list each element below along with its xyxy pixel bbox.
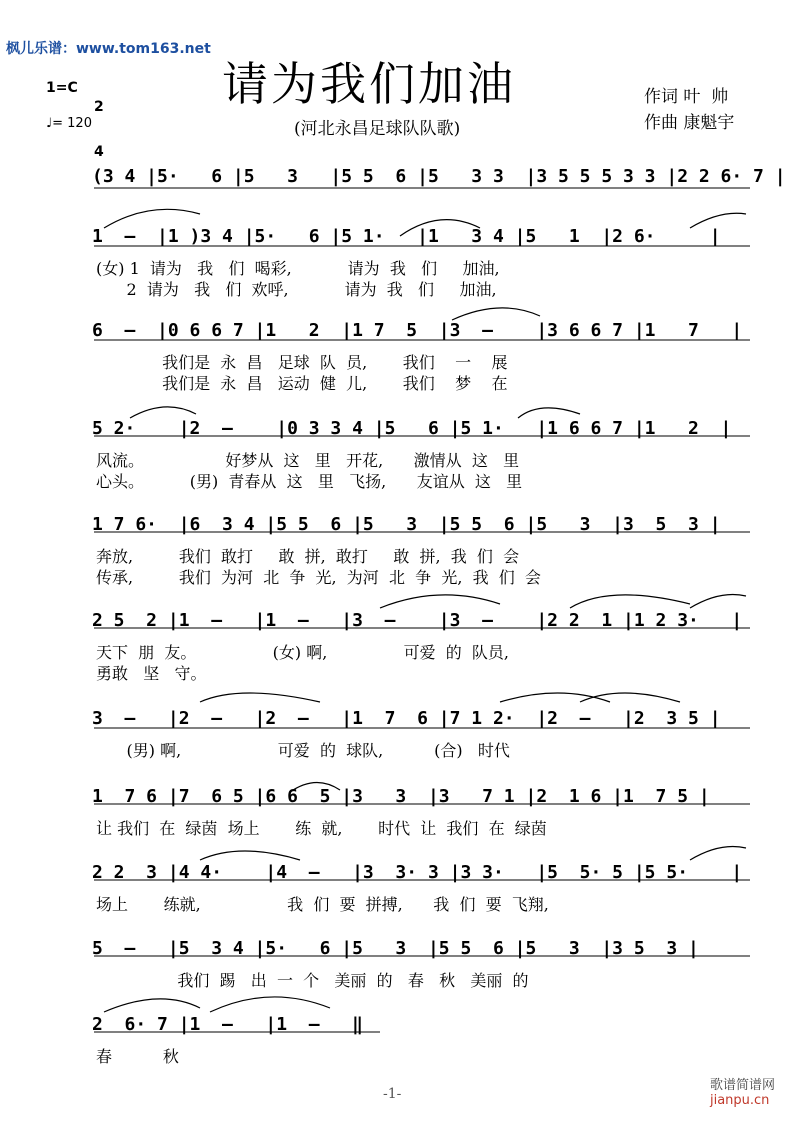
lyric-line: (男) 啊, 可爱 的 球队, (合) 时代 [96,741,510,760]
notation-line: 2 6· 7 |1 – |1 – ‖ [92,1014,363,1035]
lyric-line: 我们是 永 昌 运动 健 儿, 我们 梦 在 [96,374,508,393]
notation-line: 1 7 6· |6 3 4 |5 5 6 |5 3 |5 5 6 |5 3 |3 5 3 | [92,514,721,535]
slur [200,851,300,860]
slur [690,595,746,609]
lyricist-credit: 作词 叶 帅 [644,87,729,107]
slur [380,595,500,608]
lyric-line: 心头。 (男) 青春从 这 里 飞扬, 友谊从 这 里 [96,472,523,491]
meter-bottom: 4 [94,144,104,160]
watermark-bottom-site: jianpu.cn [709,1093,770,1108]
lyric-line: 我们 踢 出 一 个 美丽 的 春 秋 美丽 的 [96,971,529,990]
song-subtitle: (河北永昌足球队队歌) [294,119,461,139]
notation-line: 1 – |1 )3 4 |5· 6 |5 1· |1 3 4 |5 1 |2 6· | [92,226,721,247]
slur [210,997,330,1012]
notation-line: 1 7 6 |7 6 5 |6 6 5 |3 3 |3 7 1 |2 1 6 |1 7 5 | [92,786,710,807]
notation-line: 5 2· |2 – |0 3 3 4 |5 6 |5 1· |1 6 6 7 |1 2 | [92,418,732,439]
notation-line: 5 – |5 3 4 |5· 6 |5 3 |5 5 6 |5 3 |3 5 3 | [92,938,699,959]
key-signature: 1=C [46,80,78,96]
lyric-line: 奔放, 我们 敢打 敢 拼, 敢打 敢 拼, 我 们 会 [96,547,520,566]
notation-line: (3 4 |5· 6 |5 3 |5 5 6 |5 3 3 |3 5 5 5 3 3 |2 2 6· 7 | [92,166,786,187]
lyric-line: 2 请为 我 们 欢呼, 请为 我 们 加油, [96,280,497,299]
lyric-line: 风流。 好梦从 这 里 开花, 激情从 这 里 [96,451,520,470]
lyric-line: 让 我们 在 绿茵 场上 练 就, 时代 让 我们 在 绿茵 [96,819,547,838]
slur [690,847,746,861]
lyric-line: 场上 练就, 我 们 要 拼搏, 我 们 要 飞翔, [96,895,549,914]
lyric-line: 传承, 我们 为河 北 争 光, 为河 北 争 光, 我 们 会 [96,568,541,587]
slur [130,407,196,418]
page-number: -1- [383,1086,402,1102]
slur [104,999,200,1012]
tempo-mark: ♩= 120 [46,116,92,131]
lyric-line: 勇敢 坚 守。 [96,664,207,683]
lyric-line: 我们是 永 昌 足球 队 员, 我们 一 展 [96,353,508,372]
notation-line: 6 – |0 6 6 7 |1 2 |1 7 5 |3 – |3 6 6 7 |1 7 | [92,320,743,341]
song-title: 请为我们加油 [222,57,516,111]
watermark-bottom [702,1059,775,1108]
slur [452,308,540,320]
watermark-top: 枫儿乐谱：www.tom163.net [6,41,211,57]
lyric-line: (女) 1 请为 我 们 喝彩, 请为 我 们 加油, [96,259,500,278]
slur [518,408,580,418]
composer-credit: 作曲 康魁宇 [644,113,735,133]
slur [570,595,690,608]
slur [200,693,320,702]
notation-line: 2 5 2 |1 – |1 – |3 – |3 – |2 2 1 |1 2 3· | [92,610,743,631]
lyric-line: 天下 朋 友。 (女) 啊, 可爱 的 队员, [96,643,510,662]
lyric-line: 春 秋 [96,1047,179,1066]
watermark-bottom-label: 歌谱简谱网 [709,1078,775,1093]
meter-top: 2 [94,99,104,115]
notation-line: 3 – |2 – |2 – |1 7 6 |7 1 2· |2 – |2 3 5 | [92,708,721,729]
notation-line: 2 2 3 |4 4· |4 – |3 3· 3 |3 3· |5 5· 5 |5 5· | [92,862,743,883]
